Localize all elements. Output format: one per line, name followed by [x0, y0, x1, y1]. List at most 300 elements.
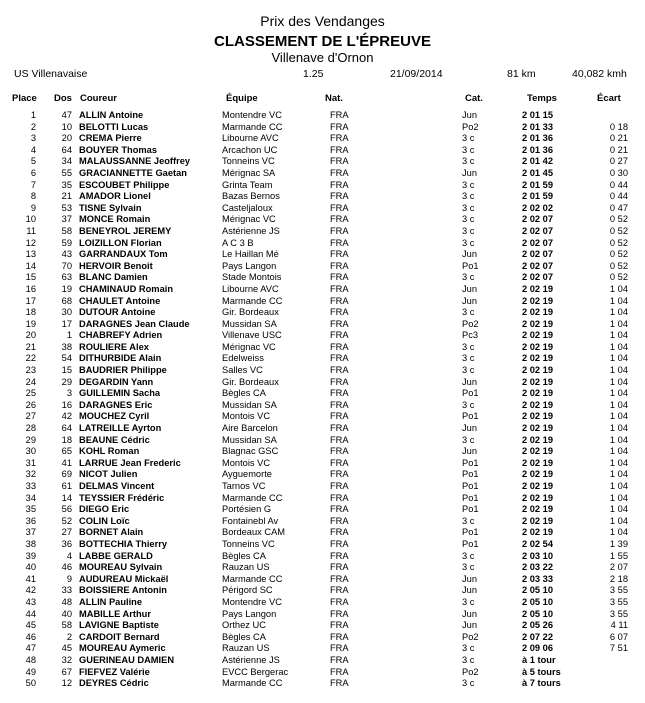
- place-cell: 14: [25, 260, 36, 271]
- category-cell: Jun: [462, 446, 477, 457]
- dos-cell: 69: [61, 469, 72, 480]
- category-cell: Po2: [462, 666, 479, 677]
- place-cell: 2: [30, 121, 36, 132]
- gap-cell: 1 04: [609, 283, 628, 294]
- dos-cell: 53: [61, 202, 72, 213]
- dos-cell: 36: [61, 538, 72, 549]
- team-cell: Montois VC: [222, 411, 271, 422]
- table-row: [0, 655, 645, 667]
- table-row: [0, 180, 645, 192]
- nationality-cell: FRA: [330, 550, 349, 561]
- nationality-cell: FRA: [330, 214, 349, 225]
- place-cell: 33: [25, 481, 36, 491]
- nationality-cell: FRA: [330, 330, 349, 341]
- gap-cell: 0 44: [609, 191, 628, 202]
- category-cell: Po1: [462, 469, 479, 480]
- dos-cell: 20: [61, 133, 72, 144]
- rider-name-cell: MOUCHEZ Cyril: [79, 411, 150, 422]
- rider-name-cell: DEYRES Cédric: [79, 678, 149, 689]
- time-cell: 2 02 19: [522, 457, 554, 468]
- time-cell: 2 02 19: [522, 388, 554, 399]
- time-cell: 2 01 59: [522, 179, 554, 190]
- dos-cell: 45: [61, 643, 72, 654]
- time-cell: 2 02 19: [522, 527, 554, 538]
- time-cell: 2 02 19: [522, 295, 554, 306]
- nationality-cell: FRA: [330, 457, 349, 468]
- dos-cell: 68: [61, 295, 72, 306]
- nationality-cell: FRA: [330, 596, 349, 607]
- table-row: [0, 353, 645, 365]
- gap-cell: 1 04: [609, 388, 628, 399]
- place-cell: 28: [25, 423, 36, 434]
- gap-cell: 1 04: [609, 399, 628, 410]
- race-code: 1.25: [303, 68, 324, 80]
- nationality-cell: FRA: [330, 423, 349, 434]
- nationality-cell: FRA: [330, 225, 349, 236]
- team-cell: Montendre VC: [222, 596, 282, 607]
- table-row: [0, 562, 645, 574]
- table-row: [0, 319, 645, 331]
- place-cell: 29: [25, 434, 36, 445]
- dos-cell: 65: [61, 446, 72, 457]
- nationality-cell: FRA: [330, 376, 349, 387]
- time-cell: 2 02 19: [522, 411, 554, 422]
- dos-cell: 1: [66, 330, 72, 341]
- column-header-time: Temps: [527, 93, 557, 104]
- time-cell: à 5 tours: [522, 666, 561, 677]
- table-row: [0, 307, 645, 319]
- team-cell: Marmande CC: [222, 492, 283, 503]
- dos-cell: 9: [66, 573, 72, 584]
- time-cell: 2 03 10: [522, 550, 554, 561]
- category-cell: 3 c: [462, 654, 475, 665]
- dos-cell: 34: [61, 156, 72, 167]
- rider-name-cell: TISNE Sylvain: [79, 202, 142, 213]
- dos-cell: 30: [61, 307, 72, 318]
- time-cell: 2 05 26: [522, 620, 554, 631]
- table-row: [0, 191, 645, 203]
- place-cell: 42: [25, 585, 36, 596]
- category-cell: Po1: [462, 527, 479, 538]
- nationality-cell: FRA: [330, 585, 349, 596]
- place-cell: 10: [25, 214, 36, 225]
- rider-name-cell: MOUREAU Aymeric: [79, 643, 166, 654]
- column-header-gap: Écart: [597, 93, 621, 104]
- table-row: [0, 238, 645, 250]
- team-cell: Mérignac SA: [222, 167, 276, 178]
- gap-cell: 1 04: [609, 295, 628, 306]
- nationality-cell: FRA: [330, 411, 349, 422]
- time-cell: 2 02 07: [522, 272, 554, 283]
- nationality-cell: FRA: [330, 388, 349, 399]
- gap-cell: 2 07: [609, 562, 628, 573]
- time-cell: 2 01 59: [522, 191, 554, 202]
- place-cell: 34: [25, 492, 36, 503]
- place-cell: 19: [25, 318, 36, 329]
- rider-name-cell: ALLIN Pauline: [79, 596, 143, 607]
- rider-name-cell: NICOT Julien: [79, 469, 138, 480]
- rider-name-cell: CREMA Pierre: [79, 133, 142, 144]
- rider-name-cell: BELOTTI Lucas: [79, 121, 149, 132]
- nationality-cell: FRA: [330, 620, 349, 631]
- column-header-team: Équipe: [226, 93, 258, 104]
- time-cell: 2 01 45: [522, 167, 554, 178]
- nationality-cell: FRA: [330, 527, 349, 538]
- place-cell: 15: [25, 272, 36, 283]
- nationality-cell: FRA: [330, 121, 349, 132]
- category-cell: 3 c: [462, 365, 475, 376]
- nationality-cell: FRA: [330, 446, 349, 457]
- nationality-cell: FRA: [330, 249, 349, 260]
- table-row: [0, 493, 645, 505]
- place-cell: 26: [25, 399, 36, 410]
- dos-cell: 29: [61, 376, 72, 387]
- place-cell: 47: [25, 643, 36, 654]
- place-cell: 4: [30, 144, 36, 155]
- team-cell: Villenave USC: [222, 330, 282, 341]
- rider-name-cell: LABBE GERALD: [79, 550, 153, 561]
- dos-cell: 46: [61, 562, 72, 573]
- place-cell: 32: [25, 469, 36, 480]
- team-cell: Marmande CC: [222, 573, 283, 584]
- table-row: [0, 574, 645, 586]
- rider-name-cell: BORNET Alain: [79, 527, 144, 538]
- rider-name-cell: GRACIANNETTE Gaetan: [79, 167, 187, 178]
- gap-cell: 1 04: [609, 504, 628, 515]
- table-row: [0, 585, 645, 597]
- gap-cell: 3 55: [609, 608, 628, 619]
- team-cell: Libourne AVC: [222, 283, 279, 294]
- gap-cell: 1 04: [609, 469, 628, 480]
- nationality-cell: FRA: [330, 283, 349, 294]
- table-row: [0, 272, 645, 284]
- column-header-cat: Cat.: [465, 93, 483, 104]
- category-cell: 3 c: [462, 596, 475, 607]
- rider-name-cell: KOHL Roman: [79, 446, 140, 457]
- gap-cell: 3 55: [609, 596, 628, 607]
- time-cell: 2 02 07: [522, 225, 554, 236]
- rider-name-cell: CHAMINAUD Romain: [79, 283, 173, 294]
- nationality-cell: FRA: [330, 318, 349, 329]
- gap-cell: 0 52: [609, 260, 628, 271]
- team-cell: Arcachon UC: [222, 144, 278, 155]
- gap-cell: 1 04: [609, 318, 628, 329]
- dos-cell: 54: [61, 353, 72, 364]
- team-cell: Stade Montois: [222, 272, 282, 283]
- dos-cell: 21: [61, 191, 72, 202]
- table-row: [0, 342, 645, 354]
- team-cell: Montois VC: [222, 457, 271, 468]
- place-cell: 43: [25, 596, 36, 607]
- column-header-nat: Nat.: [325, 93, 343, 104]
- gap-cell: 0 44: [609, 179, 628, 190]
- club-name: US Villenavaise: [14, 68, 88, 80]
- dos-cell: 15: [61, 365, 72, 376]
- place-cell: 9: [30, 202, 36, 213]
- table-row: [0, 411, 645, 423]
- category-cell: 3 c: [462, 562, 475, 573]
- category-cell: Jun: [462, 573, 477, 584]
- category-cell: 3 c: [462, 307, 475, 318]
- table-row: [0, 156, 645, 168]
- place-cell: 8: [30, 191, 36, 202]
- category-cell: 3 c: [462, 272, 475, 283]
- dos-cell: 61: [61, 481, 72, 491]
- table-row: [0, 365, 645, 377]
- time-cell: 2 02 19: [522, 515, 554, 526]
- time-cell: 2 02 19: [522, 376, 554, 387]
- table-row: [0, 400, 645, 412]
- nationality-cell: FRA: [330, 492, 349, 503]
- rider-name-cell: DUTOUR Antoine: [79, 307, 156, 318]
- nationality-cell: FRA: [330, 666, 349, 677]
- nationality-cell: FRA: [330, 341, 349, 352]
- nationality-cell: FRA: [330, 515, 349, 526]
- category-cell: Jun: [462, 585, 477, 596]
- dos-cell: 27: [61, 527, 72, 538]
- gap-cell: 1 04: [609, 341, 628, 352]
- place-cell: 12: [25, 237, 36, 248]
- place-cell: 7: [30, 179, 36, 190]
- time-cell: 2 02 19: [522, 330, 554, 341]
- place-cell: 18: [25, 307, 36, 318]
- nationality-cell: FRA: [330, 110, 349, 120]
- rider-name-cell: CHAULET Antoine: [79, 295, 161, 306]
- team-cell: A C 3 B: [222, 237, 254, 248]
- results-table: [0, 110, 645, 690]
- place-cell: 25: [25, 388, 36, 399]
- nationality-cell: FRA: [330, 179, 349, 190]
- dos-cell: 3: [66, 388, 72, 399]
- place-cell: 50: [25, 678, 36, 689]
- column-header-place: Place: [12, 93, 37, 104]
- gap-cell: 1 04: [609, 411, 628, 422]
- gap-cell: 1 04: [609, 365, 628, 376]
- column-header-dos: Dos: [54, 93, 72, 104]
- dos-cell: 35: [61, 179, 72, 190]
- category-cell: Po2: [462, 318, 479, 329]
- nationality-cell: FRA: [330, 156, 349, 167]
- category-cell: 3 c: [462, 237, 475, 248]
- time-cell: 2 01 33: [522, 121, 554, 132]
- time-cell: 2 05 10: [522, 585, 554, 596]
- dos-cell: 38: [61, 341, 72, 352]
- gap-cell: 3 55: [609, 585, 628, 596]
- dos-cell: 55: [61, 167, 72, 178]
- place-cell: 6: [30, 167, 36, 178]
- gap-cell: 1 04: [609, 423, 628, 434]
- rider-name-cell: LARRUE Jean Frederic: [79, 457, 181, 468]
- time-cell: 2 02 19: [522, 318, 554, 329]
- place-cell: 1: [30, 110, 36, 120]
- team-cell: Rauzan US: [222, 562, 270, 573]
- place-cell: 20: [25, 330, 36, 341]
- team-cell: Périgord SC: [222, 585, 273, 596]
- dos-cell: 48: [61, 596, 72, 607]
- nationality-cell: FRA: [330, 469, 349, 480]
- rider-name-cell: BOUYER Thomas: [79, 144, 158, 155]
- table-row: [0, 226, 645, 238]
- category-cell: 3 c: [462, 643, 475, 654]
- team-cell: EVCC Bergerac: [222, 666, 289, 677]
- table-row: [0, 539, 645, 551]
- table-row: [0, 516, 645, 528]
- category-cell: Jun: [462, 423, 477, 434]
- gap-cell: 0 52: [609, 225, 628, 236]
- gap-cell: 2 18: [609, 573, 628, 584]
- category-cell: Po1: [462, 538, 479, 549]
- time-cell: à 7 tours: [522, 678, 561, 689]
- table-row: [0, 620, 645, 632]
- category-cell: Po1: [462, 481, 479, 491]
- time-cell: 2 02 19: [522, 399, 554, 410]
- rider-name-cell: MABILLE Arthur: [79, 608, 151, 619]
- rider-name-cell: ALLIN Antoine: [79, 110, 144, 120]
- dos-cell: 37: [61, 214, 72, 225]
- table-row: [0, 214, 645, 226]
- rider-name-cell: BOISSIERE Antonin: [79, 585, 167, 596]
- nationality-cell: FRA: [330, 643, 349, 654]
- category-cell: Po1: [462, 260, 479, 271]
- rider-name-cell: LOIZILLON Florian: [79, 237, 162, 248]
- rider-name-cell: GARRANDAUX Tom: [79, 249, 168, 260]
- time-cell: 2 02 19: [522, 504, 554, 515]
- table-row: [0, 527, 645, 539]
- place-cell: 49: [25, 666, 36, 677]
- table-row: [0, 122, 645, 134]
- dos-cell: 56: [61, 504, 72, 515]
- category-cell: Jun: [462, 376, 477, 387]
- average-speed: 40,082 kmh: [572, 68, 627, 80]
- category-cell: Jun: [462, 283, 477, 294]
- time-cell: 2 09 06: [522, 643, 554, 654]
- time-cell: 2 02 07: [522, 214, 554, 225]
- gap-cell: 1 04: [609, 527, 628, 538]
- dos-cell: 47: [61, 110, 72, 120]
- time-cell: 2 02 02: [522, 202, 554, 213]
- table-row: [0, 551, 645, 563]
- nationality-cell: FRA: [330, 573, 349, 584]
- category-cell: Po1: [462, 411, 479, 422]
- time-cell: 2 02 19: [522, 423, 554, 434]
- nationality-cell: FRA: [330, 307, 349, 318]
- team-cell: Rauzan US: [222, 643, 270, 654]
- event-name: Prix des Vendanges: [260, 13, 385, 29]
- time-cell: 2 02 19: [522, 492, 554, 503]
- team-cell: Pays Langon: [222, 608, 277, 619]
- rider-name-cell: CARDOIT Bernard: [79, 631, 160, 642]
- rider-name-cell: DIEGO Eric: [79, 504, 130, 515]
- rider-name-cell: FIEFVEZ Valérie: [79, 666, 150, 677]
- place-cell: 17: [25, 295, 36, 306]
- time-cell: 2 02 07: [522, 237, 554, 248]
- team-cell: Bordeaux CAM: [222, 527, 286, 538]
- time-cell: 2 01 15: [522, 110, 554, 120]
- gap-cell: 1 04: [609, 376, 628, 387]
- team-cell: Mérignac VC: [222, 214, 276, 225]
- nationality-cell: FRA: [330, 191, 349, 202]
- gap-cell: 1 04: [609, 353, 628, 364]
- time-cell: à 1 tour: [522, 654, 556, 665]
- team-cell: Aire Barcelon: [222, 423, 278, 434]
- time-cell: 2 02 07: [522, 260, 554, 271]
- table-row: [0, 678, 645, 690]
- place-cell: 38: [25, 538, 36, 549]
- rider-name-cell: ESCOUBET Philippe: [79, 179, 170, 190]
- category-cell: Po2: [462, 631, 479, 642]
- place-cell: 31: [25, 457, 36, 468]
- table-row: [0, 330, 645, 342]
- team-cell: Marmande CC: [222, 678, 283, 689]
- dos-cell: 64: [61, 423, 72, 434]
- team-cell: Ayguemorte: [222, 469, 272, 480]
- table-row: [0, 458, 645, 470]
- time-cell: 2 02 19: [522, 353, 554, 364]
- category-cell: Jun: [462, 620, 477, 631]
- category-cell: 3 c: [462, 678, 475, 689]
- gap-cell: 0 18: [609, 121, 628, 132]
- rider-name-cell: LAVIGNE Baptiste: [79, 620, 159, 631]
- place-cell: 41: [25, 573, 36, 584]
- place-cell: 45: [25, 620, 36, 631]
- table-row: [0, 632, 645, 644]
- gap-cell: 1 04: [609, 446, 628, 457]
- time-cell: 2 01 36: [522, 133, 554, 144]
- dos-cell: 58: [61, 225, 72, 236]
- nationality-cell: FRA: [330, 237, 349, 248]
- team-cell: Marmande CC: [222, 295, 283, 306]
- category-cell: 3 c: [462, 179, 475, 190]
- nationality-cell: FRA: [330, 167, 349, 178]
- time-cell: 2 02 07: [522, 249, 554, 260]
- table-row: [0, 609, 645, 621]
- time-cell: 2 01 42: [522, 156, 554, 167]
- team-cell: Bègles CA: [222, 631, 266, 642]
- dos-cell: 41: [61, 457, 72, 468]
- category-cell: 3 c: [462, 191, 475, 202]
- time-cell: 2 02 19: [522, 446, 554, 457]
- nationality-cell: FRA: [330, 562, 349, 573]
- category-cell: Po1: [462, 492, 479, 503]
- category-cell: 3 c: [462, 156, 475, 167]
- rider-name-cell: DEGARDIN Yann: [79, 376, 154, 387]
- table-row: [0, 296, 645, 308]
- team-cell: Pays Langon: [222, 260, 277, 271]
- table-row: [0, 435, 645, 447]
- place-cell: 37: [25, 527, 36, 538]
- place-cell: 3: [30, 133, 36, 144]
- place-cell: 23: [25, 365, 36, 376]
- gap-cell: 1 04: [609, 457, 628, 468]
- category-cell: 3 c: [462, 515, 475, 526]
- dos-cell: 17: [61, 318, 72, 329]
- rider-name-cell: CHABREFY Adrien: [79, 330, 163, 341]
- dos-cell: 59: [61, 237, 72, 248]
- time-cell: 2 03 33: [522, 573, 554, 584]
- rider-name-cell: DITHURBIDE Alain: [79, 353, 162, 364]
- place-cell: 35: [25, 504, 36, 515]
- rider-name-cell: BENEYROL JEREMY: [79, 225, 172, 236]
- category-cell: Pc3: [462, 330, 479, 341]
- category-cell: 3 c: [462, 144, 475, 155]
- gap-cell: 1 04: [609, 481, 628, 491]
- gap-cell: 1 04: [609, 492, 628, 503]
- nationality-cell: FRA: [330, 144, 349, 155]
- rider-name-cell: BAUDRIER Philippe: [79, 365, 167, 376]
- place-cell: 40: [25, 562, 36, 573]
- dos-cell: 32: [61, 654, 72, 665]
- category-cell: Jun: [462, 167, 477, 178]
